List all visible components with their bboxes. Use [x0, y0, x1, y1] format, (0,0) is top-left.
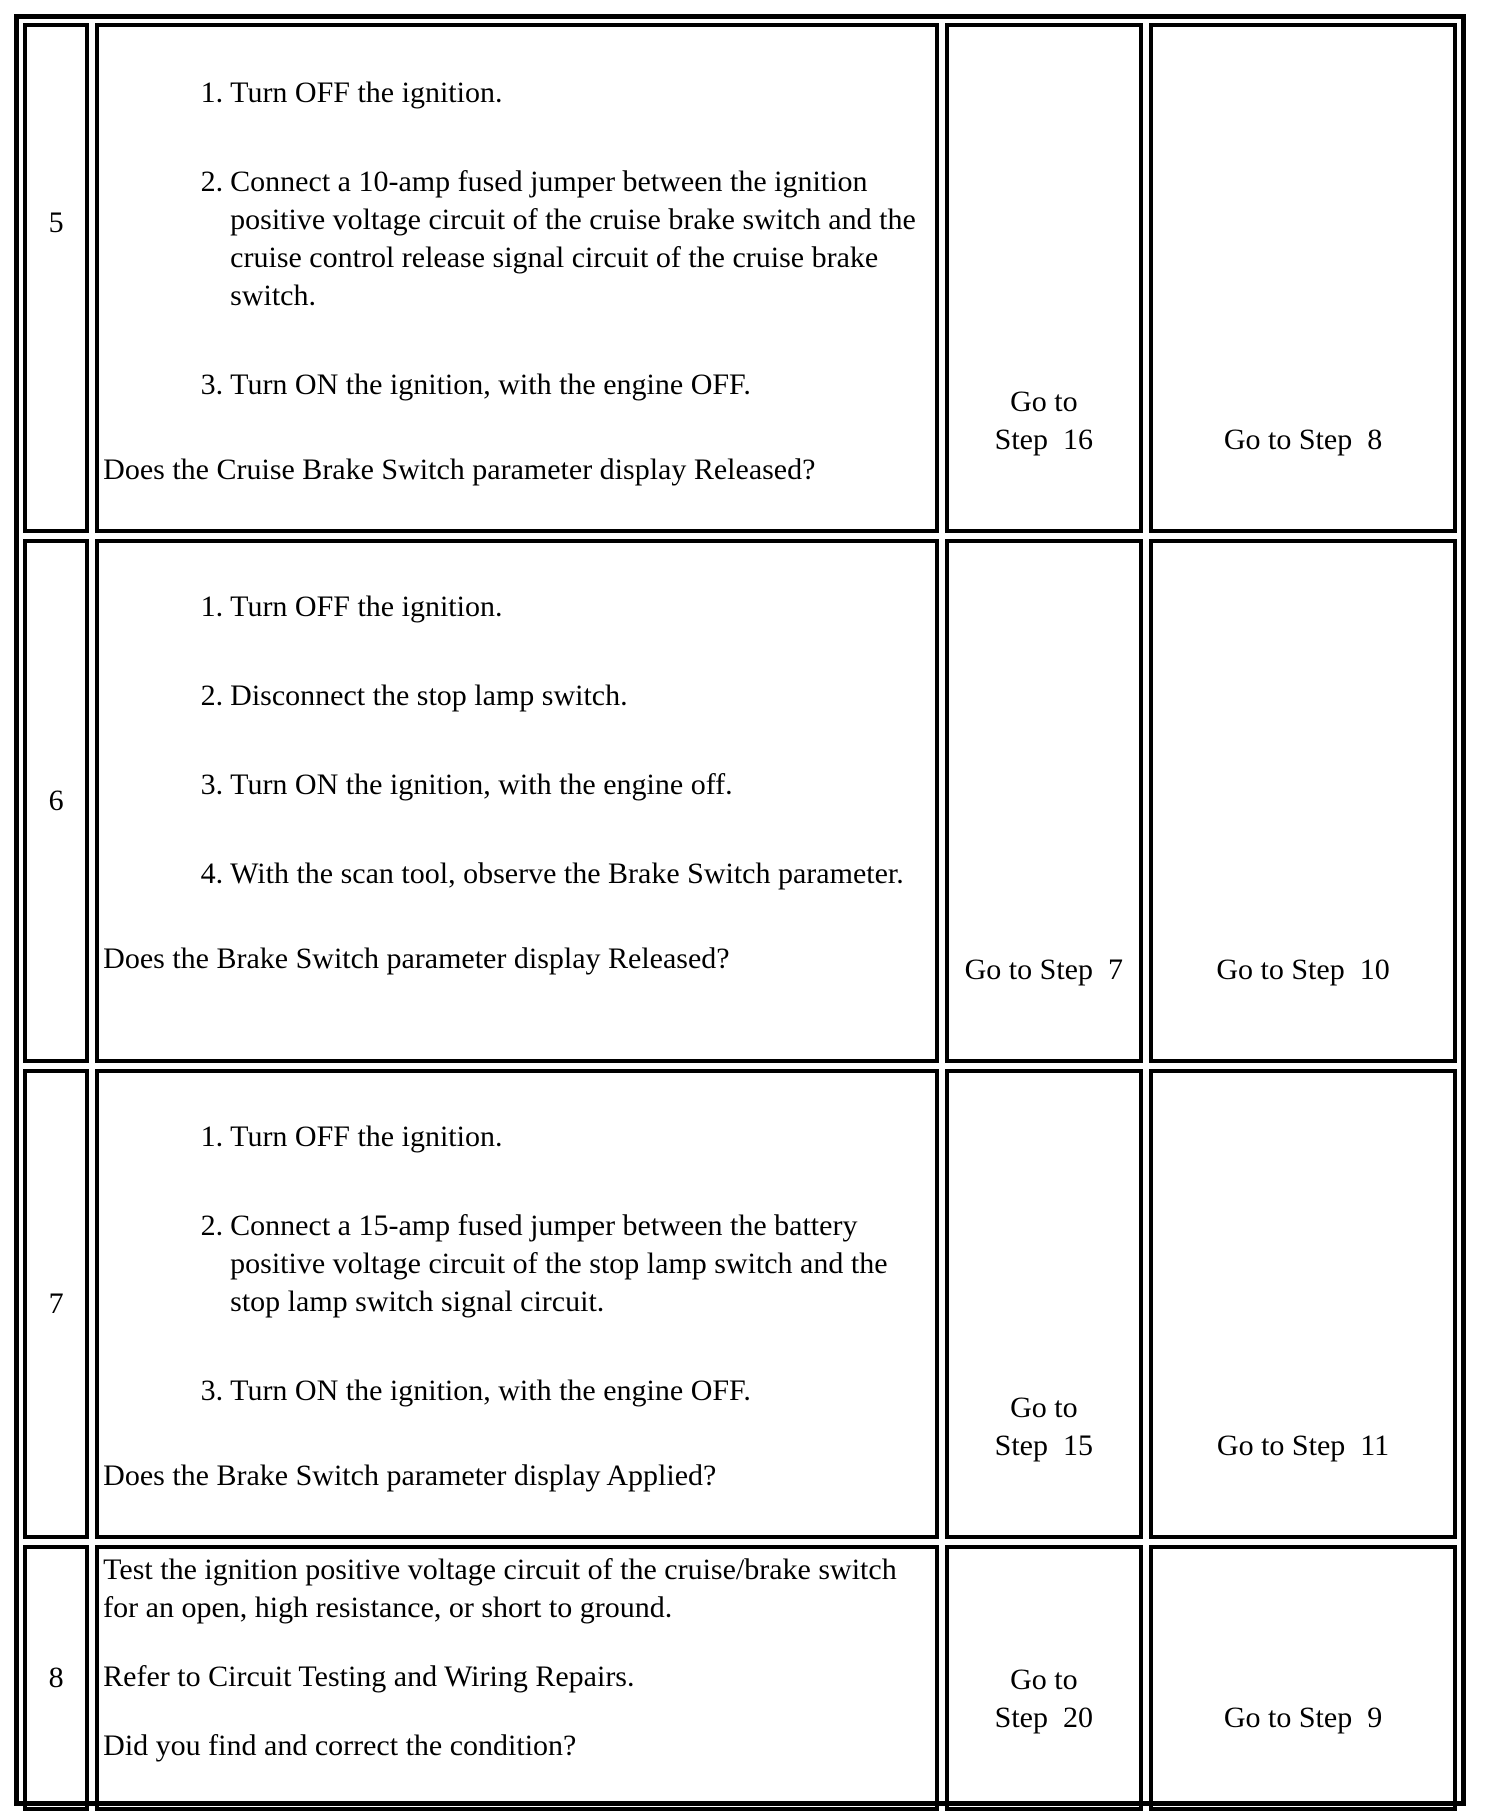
step-number: 8 — [23, 1545, 89, 1811]
table-row — [23, 539, 1457, 1063]
diagnostic-steps-table — [17, 17, 1463, 1817]
substep-number: 1. — [200, 590, 224, 623]
action-cell — [95, 1069, 938, 1539]
substep-text: Turn ON the ignition, with the engine OFF. — [230, 1374, 751, 1407]
step-number: 6 — [23, 539, 89, 1063]
substep — [103, 74, 924, 112]
substep — [103, 1207, 924, 1321]
substep-number: 4. — [200, 857, 224, 890]
substep-number: 1. — [200, 76, 224, 109]
yes-line: Step 15 — [994, 1429, 1093, 1462]
yes-line: Go to — [1010, 385, 1078, 418]
action-cell — [95, 23, 938, 533]
substep — [103, 163, 924, 315]
table-row — [23, 23, 1457, 533]
diagnostic-table — [14, 14, 1466, 1806]
yes-action — [945, 23, 1144, 533]
substep — [103, 766, 924, 804]
table-row — [23, 1069, 1457, 1539]
yes-line: Go to — [1010, 1391, 1078, 1424]
paragraph: Refer to Circuit Testing and Wiring Repairs. — [103, 1660, 635, 1693]
substep — [103, 1372, 924, 1410]
substep-number: 3. — [200, 368, 224, 401]
step-number: 5 — [23, 23, 89, 533]
yes-action — [945, 1069, 1144, 1539]
yes-line: Step 20 — [994, 1701, 1093, 1734]
no-action: Go to Step 8 — [1149, 23, 1457, 533]
table-row — [23, 1545, 1457, 1811]
substep — [103, 366, 924, 404]
yes-line: Go to Step 7 — [964, 953, 1123, 986]
action-cell — [95, 1545, 938, 1811]
substep-text: Turn ON the ignition, with the engine off. — [230, 768, 733, 801]
paragraph: Did you find and correct the condition? — [103, 1729, 577, 1762]
substep-list — [103, 588, 924, 893]
substep-number: 2. — [200, 165, 224, 198]
substep-list — [103, 74, 924, 404]
question-text: Does the Brake Switch parameter display Released? — [103, 942, 730, 975]
substep-text: Turn OFF the ignition. — [230, 1120, 503, 1153]
yes-line: Go to — [1010, 1663, 1078, 1696]
paragraph: Test the ignition positive voltage circuit of the cruise/brake switch for an open, high resistance, or short to ground. — [103, 1553, 897, 1624]
no-action: Go to Step 11 — [1149, 1069, 1457, 1539]
substep — [103, 588, 924, 626]
no-action: Go to Step 10 — [1149, 539, 1457, 1063]
step-number: 7 — [23, 1069, 89, 1539]
substep-text: Disconnect the stop lamp switch. — [230, 679, 628, 712]
substep-text: Turn OFF the ignition. — [230, 76, 503, 109]
substep — [103, 677, 924, 715]
substep — [103, 1118, 924, 1156]
substep-text: Turn ON the ignition, with the engine OFF. — [230, 368, 751, 401]
substep-text: Connect a 15-amp fused jumper between the battery positive voltage circuit of the stop lamp switch and the stop lamp switch signal circuit. — [230, 1209, 888, 1318]
substep-number: 2. — [200, 1209, 224, 1242]
question-text: Does the Cruise Brake Switch parameter display Released? — [103, 453, 816, 486]
substep-number: 3. — [200, 768, 224, 801]
substep-list — [103, 1118, 924, 1410]
substep-text: With the scan tool, observe the Brake Switch parameter. — [230, 857, 904, 890]
yes-action — [945, 1545, 1144, 1811]
substep — [103, 855, 924, 893]
substep-number: 1. — [200, 1120, 224, 1153]
action-cell — [95, 539, 938, 1063]
yes-action — [945, 539, 1144, 1063]
action-paragraphs — [103, 1549, 924, 1765]
question-text: Does the Brake Switch parameter display Applied? — [103, 1459, 717, 1492]
yes-line: Step 16 — [994, 423, 1093, 456]
substep-number: 2. — [200, 679, 224, 712]
substep-text: Connect a 10-amp fused jumper between the ignition positive voltage circuit of the cruise brake switch and the cruise control release signal circuit of the cruise brake switch. — [230, 165, 916, 312]
no-action: Go to Step 9 — [1149, 1545, 1457, 1811]
substep-number: 3. — [200, 1374, 224, 1407]
substep-text: Turn OFF the ignition. — [230, 590, 503, 623]
